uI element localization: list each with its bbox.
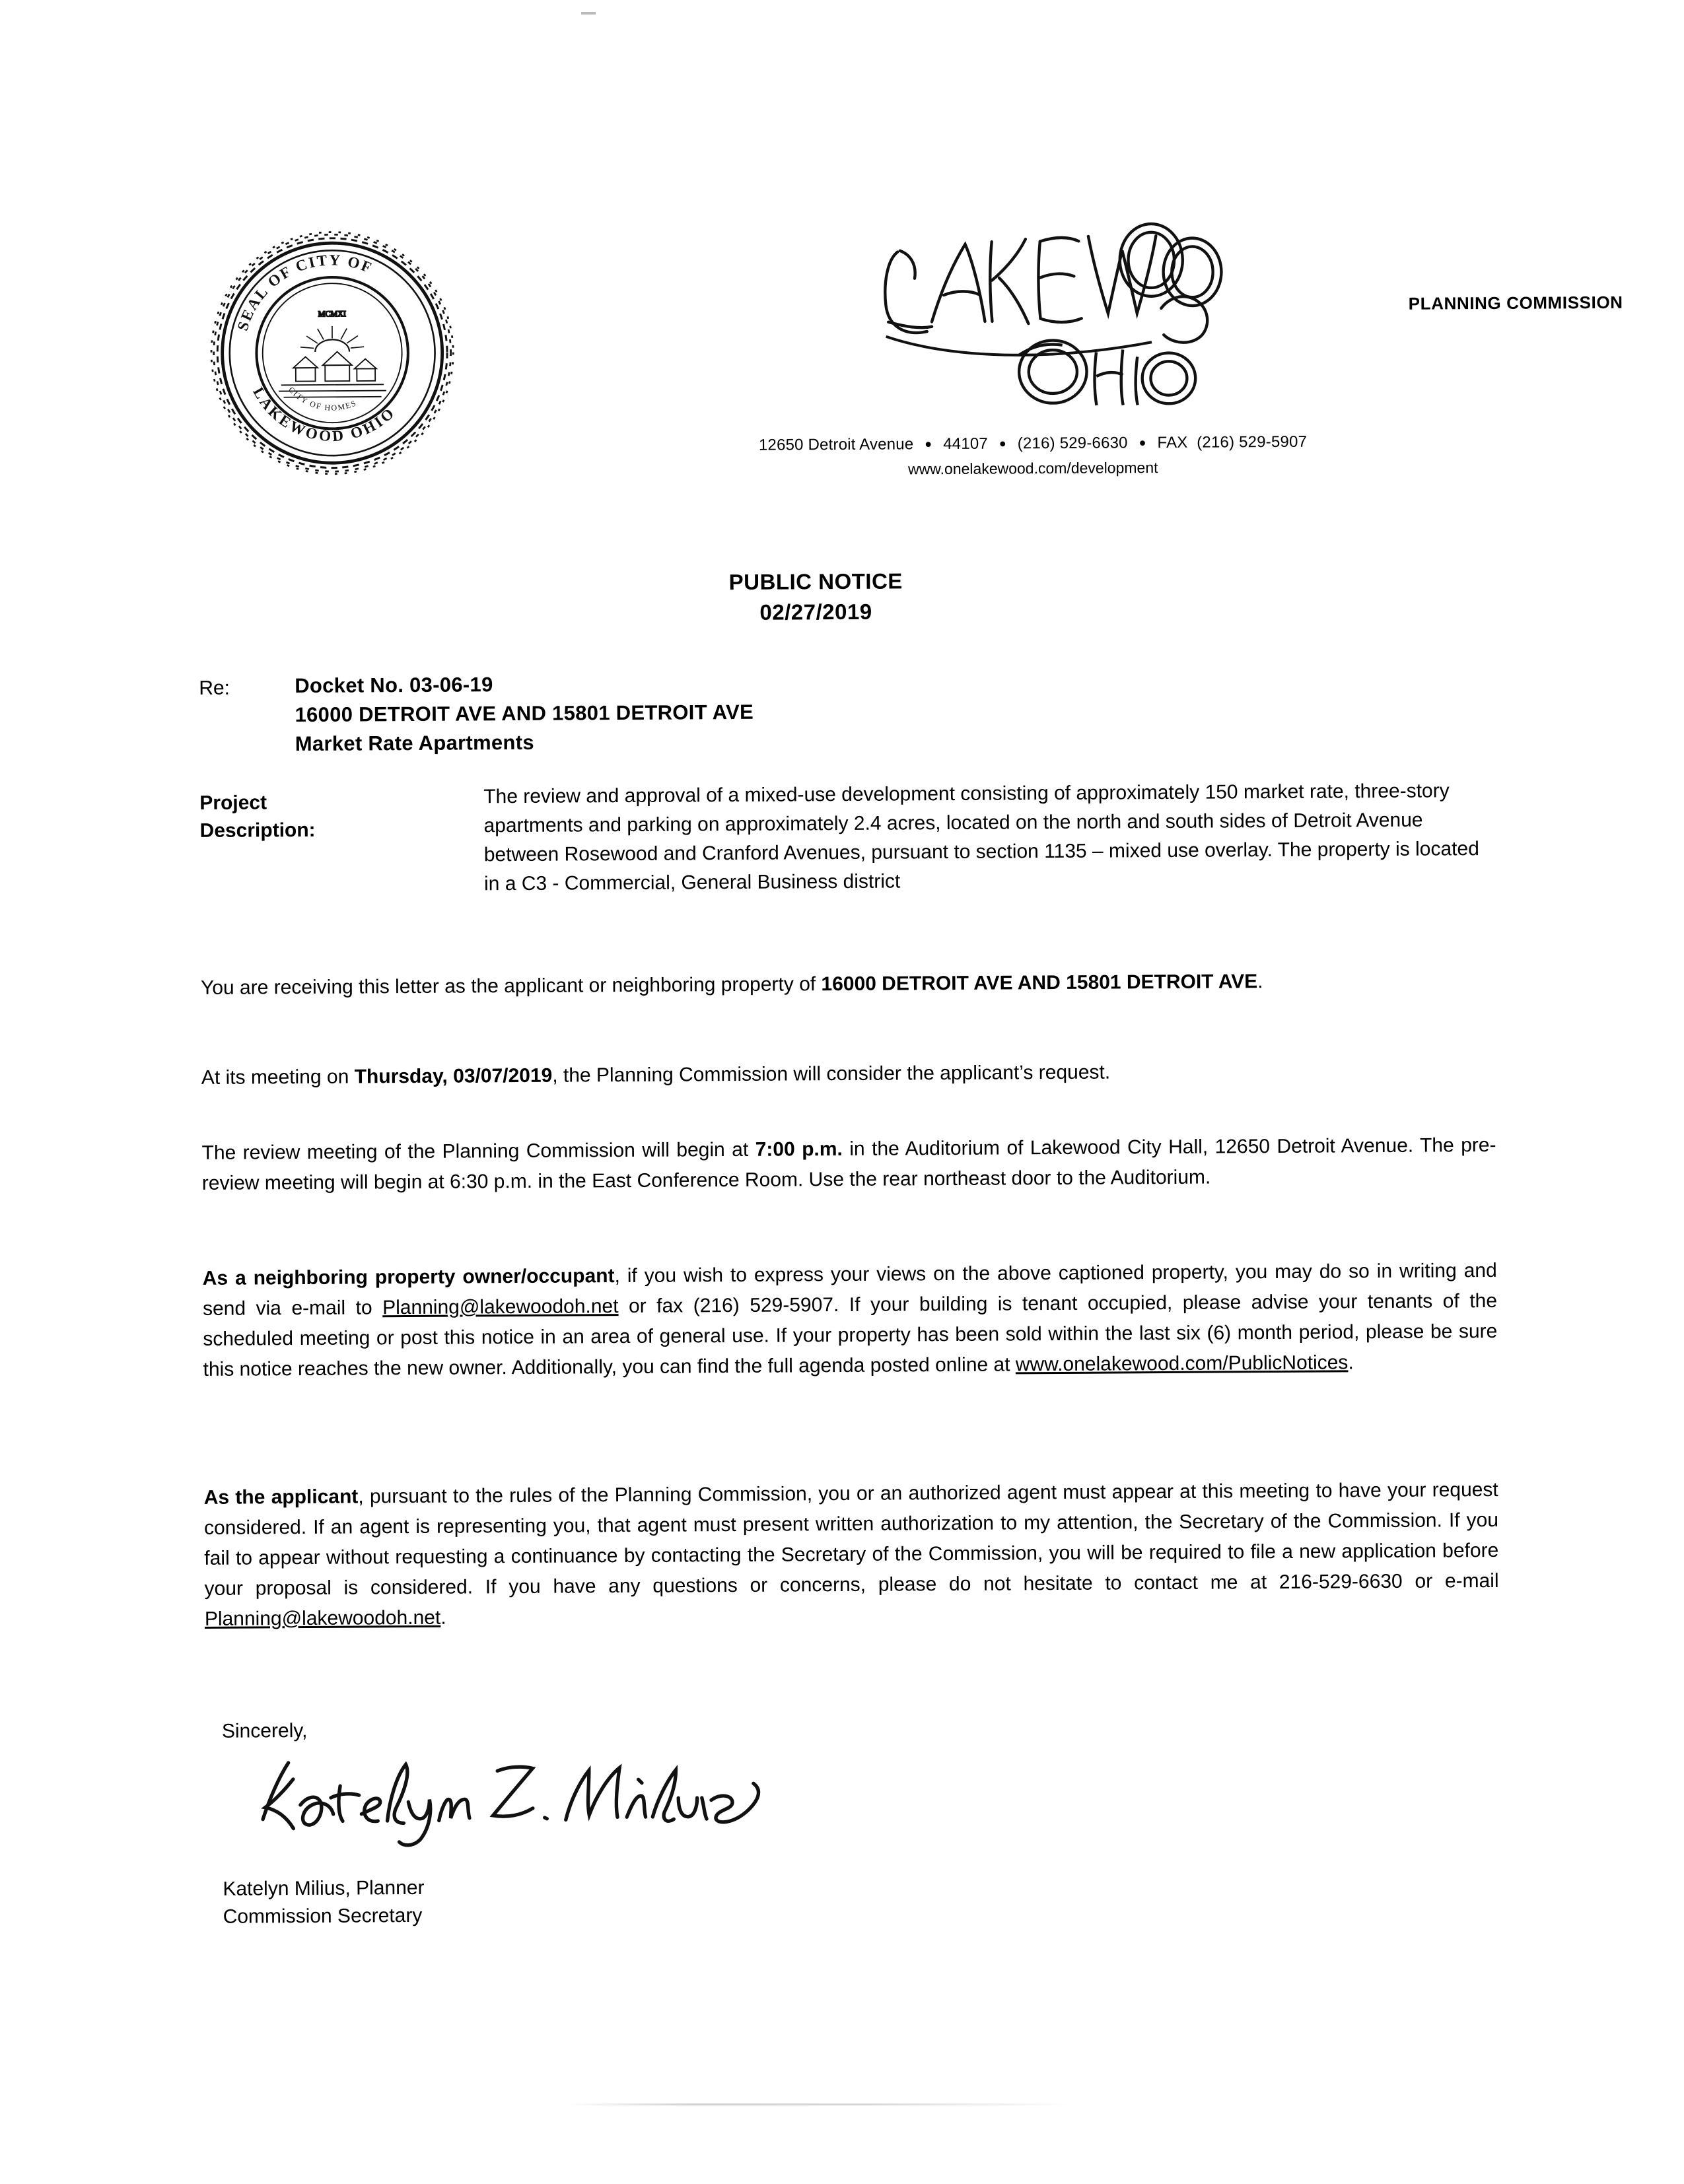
re-block — [295, 669, 754, 759]
svg-text:SEAL OF CITY OF: SEAL OF CITY OF — [234, 252, 376, 333]
city-seal-icon — [209, 230, 455, 476]
page-title: PUBLIC NOTICE — [419, 567, 1212, 597]
separator-dot: ● — [1132, 436, 1152, 449]
p1-address: 16000 DETROIT AVE AND 15801 DETROIT AVE — [821, 971, 1257, 995]
p5-lead: As the applicant — [204, 1485, 359, 1508]
project-description-label — [199, 789, 316, 845]
signer-title: Commission Secretary — [223, 1902, 425, 1931]
planning-commission-label: PLANNING COMMISSION — [1409, 292, 1623, 314]
address-street: 12650 Detroit Avenue — [759, 435, 914, 454]
fax-label: FAX — [1157, 434, 1187, 452]
address-phone: (216) 529-6630 — [1018, 434, 1128, 452]
project-name: Market Rate Apartments — [295, 727, 754, 759]
letterhead — [193, 207, 1516, 532]
p4-b: or fax (216) 529-5907. If your building is tenant occupied, please advise your tenants of the scheduled meeting or post this notice in an area of general use. If your property has been sold within the last six (6) month period, please be sure this notice reaches the new owner. Additionally, you can find the full agenda posted online at — [203, 1290, 1497, 1381]
planning-email-link-2[interactable]: Planning@lakewoodoh.net — [205, 1607, 441, 1630]
subject-address: 16000 DETROIT AVE AND 15801 DETROIT AVE — [295, 698, 754, 730]
p4-lead: As a neighboring property owner/occupant — [203, 1265, 615, 1289]
planning-email-link[interactable]: Planning@lakewoodoh.net — [382, 1295, 619, 1318]
svg-text:CITY OF HOMES: CITY OF HOMES — [287, 384, 358, 413]
public-notices-url-link[interactable]: www.onelakewood.com/PublicNotices — [1016, 1351, 1349, 1375]
p3-time: 7:00 p.m. — [755, 1138, 843, 1161]
p4-a: , if you wish to express your views on the above captioned property, you may do so in writing and send via e-mail to — [203, 1260, 1497, 1320]
re-label: Re: — [199, 677, 230, 700]
p3-post: in the Auditorium of Lakewood City Hall, 12650 Detroit Avenue. The pre-review meeting will begin at 6:30 p.m. in the East Conference Room. Use the rear northeast door to the Auditorium. — [202, 1134, 1496, 1194]
svg-text:LAKEWOOD OHIO: LAKEWOOD OHIO — [249, 384, 399, 446]
p2-post: , the Planning Commission will consider the applicant’s request. — [552, 1062, 1110, 1087]
p1-post: . — [1257, 971, 1263, 992]
paragraph-neighboring-owner — [203, 1256, 1498, 1385]
signer-name: Katelyn Milius, Planner — [223, 1874, 424, 1903]
letterhead-website: www.onelakewood.com/development — [538, 457, 1528, 481]
p3-pre: The review meeting of the Planning Commission will begin at — [201, 1139, 755, 1164]
p5-a: , pursuant to the rules of the Planning Commission, you or an authorized agent must appear at this meeting to have your request considered. If an agent is representing you, that agent must present written authorization to my attention, the Secretary of the Commission. If you fail to appear without requesting a continuance by contacting the Secretary of the Commission, you will be required to file a new application before your proposal is considered. If you have any questions or concerns, please do not hesitate to contact me at 216-529-6630 or e-mail — [204, 1479, 1499, 1600]
address-fax: (216) 529-5907 — [1197, 433, 1307, 452]
svg-text:MCMXI: MCMXI — [318, 309, 346, 318]
paragraph-applicant — [204, 1475, 1499, 1635]
signer-block — [223, 1874, 425, 1931]
paragraph-meeting-date — [201, 1055, 1496, 1093]
paragraph-recipient — [201, 965, 1495, 1004]
salutation: Sincerely, — [222, 1720, 308, 1743]
p5-b: . — [440, 1607, 446, 1629]
address-zip: 44107 — [943, 435, 988, 453]
p4-c: . — [1348, 1351, 1354, 1373]
notice-date: 02/27/2019 — [419, 597, 1212, 627]
project-label-line2: Description: — [199, 817, 315, 845]
docket-number: Docket No. 03-06-19 — [295, 669, 754, 700]
p2-date: Thursday, 03/07/2019 — [355, 1065, 553, 1088]
p2-pre: At its meeting on — [201, 1066, 355, 1089]
separator-dot: ● — [918, 437, 938, 450]
paragraph-meeting-details — [201, 1130, 1496, 1199]
lakewood-ohio-wordmark — [860, 209, 1231, 422]
project-description-text: The review and approval of a mixed-use development consisting of approximately 150 market rate, three-story apartments and parking on approximately 2.4 acres, located on the north and south sides of Detroit Avenue between Rosewood and Cranford Avenues, pursuant to section 1135 – mixed use overlay. The property is located in a C3 - Commercial, General Business district — [483, 776, 1494, 899]
project-label-line1: Project — [199, 789, 315, 817]
handwritten-signature — [215, 1743, 810, 1852]
separator-dot: ● — [993, 436, 1013, 450]
letterhead-address — [538, 432, 1528, 456]
p1-pre: You are receiving this letter as the applicant or neighboring property of — [201, 973, 822, 999]
